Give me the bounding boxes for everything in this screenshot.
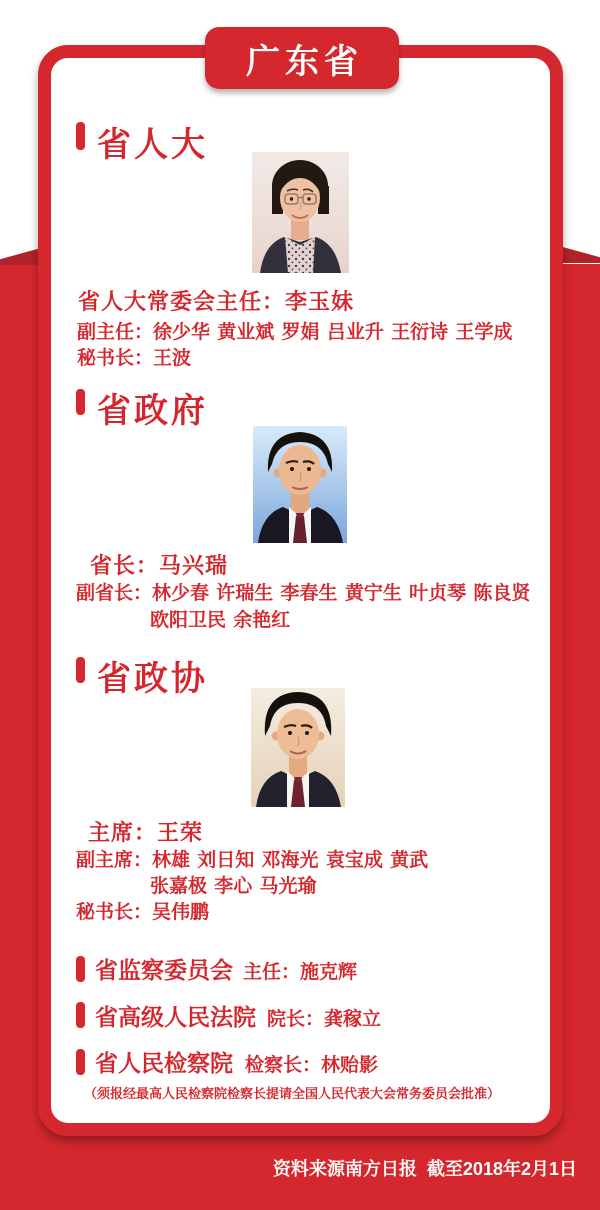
renda-chairwoman-photo bbox=[252, 152, 349, 273]
section-marker-high-court bbox=[76, 1002, 85, 1028]
province-title-banner bbox=[205, 27, 399, 89]
high-court-leader-line: 院长：龚稼立 bbox=[267, 1009, 382, 1030]
zhengxie-chief-line: 主席：王荣 bbox=[88, 820, 204, 845]
section-marker-procuratorate bbox=[76, 1049, 85, 1075]
section-marker-zhengxie bbox=[76, 657, 85, 683]
cppcc-chairman-photo bbox=[251, 688, 345, 807]
section-heading-renda: 省人大 bbox=[97, 126, 208, 164]
governor-photo bbox=[253, 426, 347, 543]
section-heading-zhengfu: 省政府 bbox=[97, 392, 208, 430]
zhengfu-chief-line: 省长：马兴瑞 bbox=[90, 553, 229, 578]
zhengfu-deputies-line: 副省长：林少春 许瑞生 李春生 黄宁生 叶贞琴 陈良贤 bbox=[76, 583, 531, 604]
zhengfu-deputies-line2: 欧阳卫民 余艳红 bbox=[150, 610, 291, 631]
zhengxie-deputies-line2: 张嘉极 李心 马光瑜 bbox=[150, 876, 317, 897]
zhengxie-deputies-line: 副主席：林雄 刘日知 邓海光 袁宝成 黄武 bbox=[76, 850, 429, 871]
high-court-heading: 省高级人民法院 bbox=[95, 1004, 256, 1030]
zhengxie-secretary-line: 秘书长：吴伟鹏 bbox=[76, 902, 210, 923]
source-footer: 资料来源南方日报 截至2018年2月1日 bbox=[272, 1159, 577, 1179]
section-heading-zhengxie: 省政协 bbox=[97, 660, 208, 698]
renda-secretary-line: 秘书长：王波 bbox=[77, 348, 192, 369]
procuratorate-heading: 省人民检察院 bbox=[95, 1050, 233, 1076]
section-marker-supervision bbox=[76, 956, 85, 982]
supervision-heading: 省监察委员会 bbox=[95, 957, 233, 983]
supervision-leader-line: 主任：施克辉 bbox=[243, 962, 358, 983]
renda-deputies-line: 副主任：徐少华 黄业斌 罗娟 吕业升 王衍诗 王学成 bbox=[77, 322, 513, 343]
procuratorate-leader-line: 检察长：林贻影 bbox=[245, 1055, 379, 1076]
approval-note: （须报经最高人民检察院检察长提请全国人民代表大会常务委员会批准） bbox=[84, 1086, 501, 1101]
province-title: 广东省 bbox=[246, 42, 363, 81]
renda-chief-line: 省人大常委会主任：李玉妹 bbox=[78, 289, 355, 314]
section-marker-zhengfu bbox=[76, 389, 85, 415]
section-marker-renda bbox=[76, 122, 85, 150]
